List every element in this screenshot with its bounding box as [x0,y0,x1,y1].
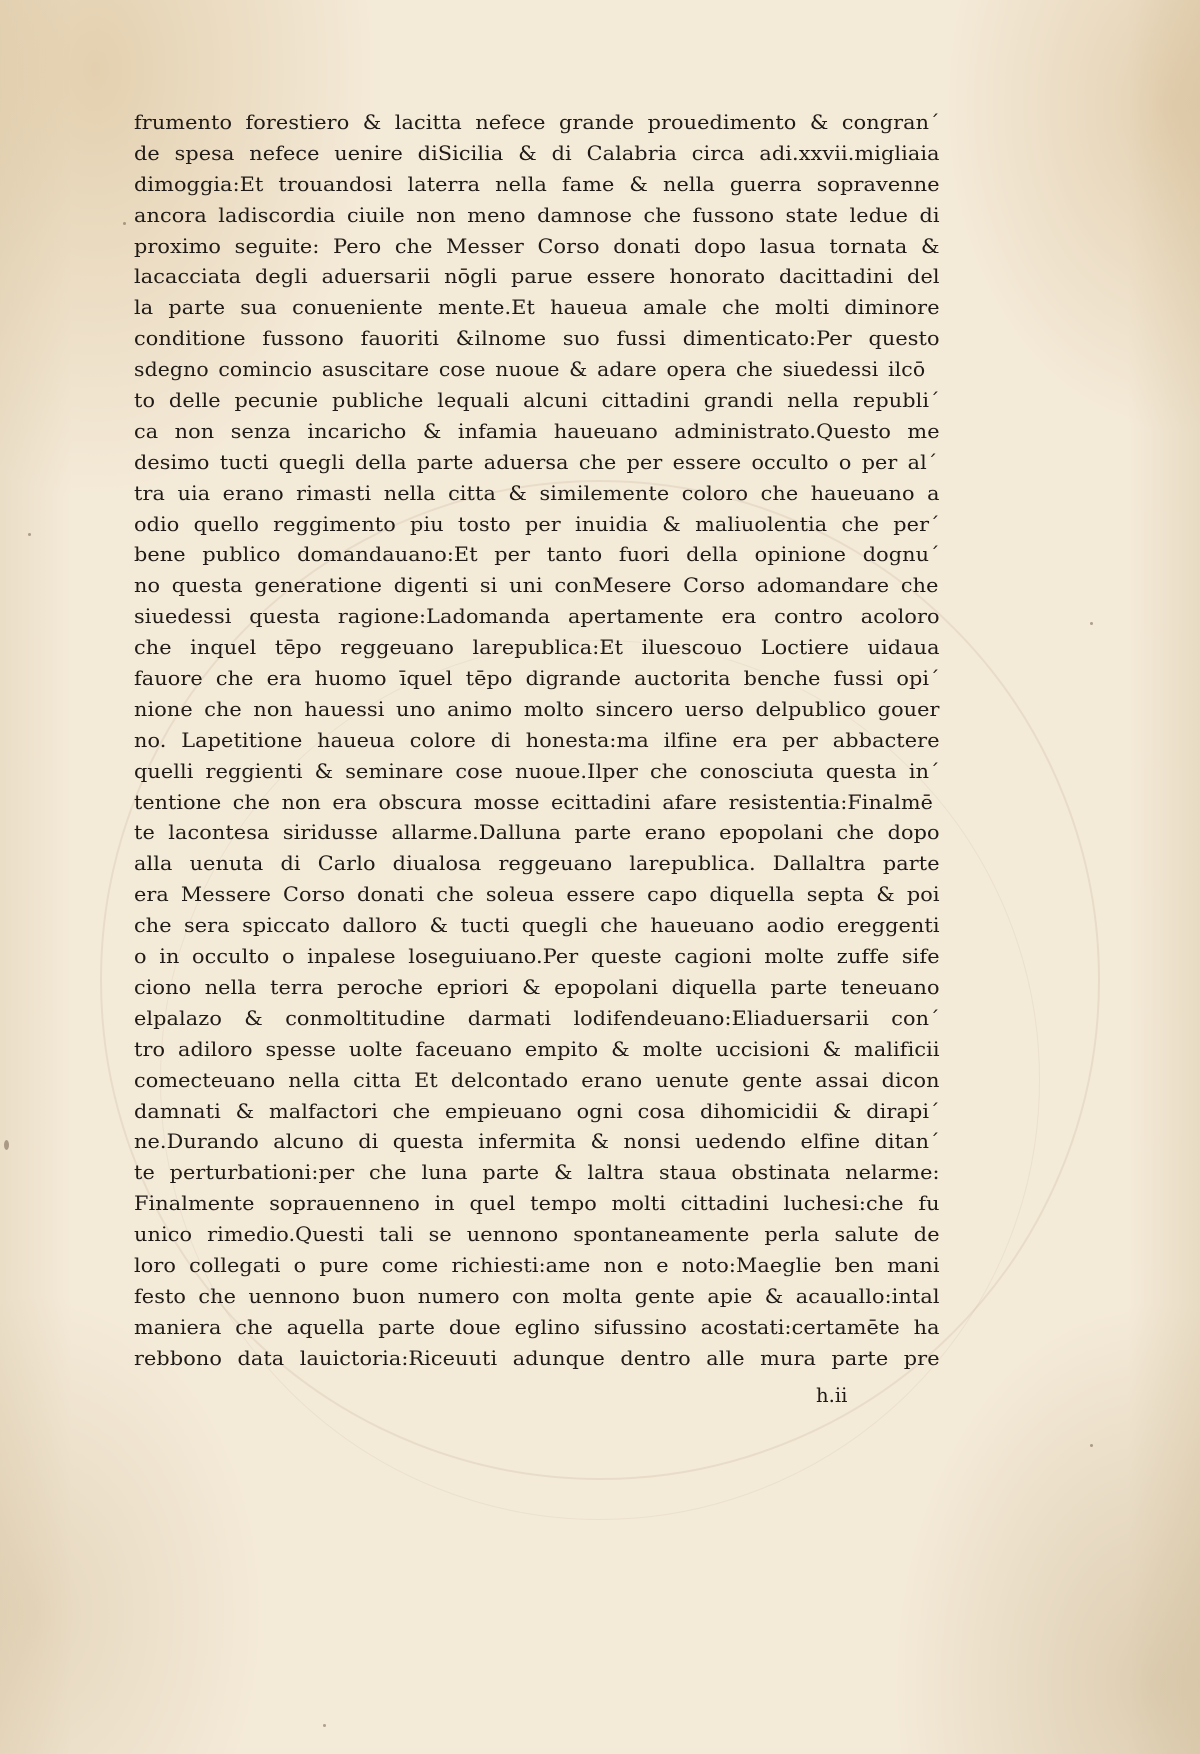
text-line: siuedessi questa ragione:Ladomanda apertamente era contro acoloro [134,605,940,629]
paper-speck [123,222,126,225]
text-line: festo che uennono buon numero con molta gente apie & acauallo:intal [134,1284,940,1308]
text-line: tro adiloro spesse uolte faceuano empito & molte uccisioni & malificii [134,1037,940,1061]
text-line: elpalazo & conmoltitudine darmati lodifendeuano:Eliaduersarii con´ [134,1006,940,1030]
text-line: bene publico domandauano:Et per tanto fuori della opinione dognu´ [134,543,940,567]
text-line: desimo tucti quegli della parte aduersa che per essere occulto o per al´ [134,450,938,474]
paper-speck [28,533,31,536]
text-line: la parte sua conueniente mente.Et haueua amale che molti diminore [134,296,940,320]
body-text [134,108,940,1375]
text-line: fauore che era huomo īquel tēpo digrande auctorita benche fussi opi´ [134,667,940,691]
text-line: sdegno comincio asuscitare cose nuoue & adare opera che siuedessi ilcō [134,358,926,382]
text-line: de spesa nefece uenire diSicilia & di Calabria circa adi.xxvii.migliaia [134,141,940,165]
text-line: maniera che aquella parte doue eglino sifussino acostati:certamēte ha [134,1315,940,1339]
text-line: ne.Durando alcuno di questa infermita & nonsi uedendo elfine ditan´ [134,1130,940,1154]
text-line: ca non senza incaricho & infamia haueuano administrato.Questo me [134,419,940,443]
text-line: alla uenuta di Carlo diualosa reggeuano larepublica. Dallaltra parte [134,852,940,876]
text-line: te perturbationi:per che luna parte & laltra staua obstinata nelarme: [134,1161,940,1185]
text-line: tentione che non era obscura mosse ecittadini afare resistentia:Finalmē [134,790,933,814]
text-line: Finalmente soprauenneno in quel tempo molti cittadini luchesi:che fu [134,1192,940,1216]
text-line: o in occulto o inpalese loseguiuano.Per queste cagioni molte zuffe sife [134,945,940,969]
text-line: loro collegati o pure come richiesti:ame non e noto:Maeglie ben mani [134,1253,940,1277]
text-line: unico rimedio.Questi tali se uennono spontaneamente perla salute de [134,1223,940,1247]
text-line: lacacciata degli aduersarii nōgli parue essere honorato dacittadini del [134,265,940,289]
text-line: no questa generatione digenti si uni conMesere Corso adomandare che [134,574,939,598]
text-line: to delle pecunie publiche lequali alcuni cittadini grandi nella republi´ [134,389,940,413]
paper-speck [4,1140,9,1150]
text-line: che inquel tēpo reggeuano larepublica:Et iluescouo Loctiere uidaua [134,636,940,660]
paper-speck [323,1724,326,1727]
text-line: comecteuano nella citta Et delcontado erano uenute gente assai dicon [134,1068,940,1092]
text-line: dimoggia:Et trouandosi laterra nella fame & nella guerra sopravenne [134,172,940,196]
text-line: te lacontesa siridusse allarme.Dalluna parte erano epopolani che dopo [134,821,940,845]
text-line: rebbono data lauictoria:Riceuuti adunque dentro alle mura parte pre [134,1346,940,1370]
text-line: quelli reggienti & seminare cose nuoue.Ilper che conosciuta questa in´ [134,759,940,783]
text-line: proximo seguite: Pero che Messer Corso donati dopo lasua tornata & [134,234,940,258]
text-line: frumento forestiero & lacitta nefece grande prouedimento & congran´ [134,111,940,134]
text-line: nione che non hauessi uno animo molto sincero uerso delpublico gouer [134,697,940,721]
text-line: che sera spiccato dalloro & tucti quegli che haueuano aodio ereggenti [134,914,940,938]
text-line: damnati & malfactori che empieuano ogni cosa dihomicidii & dirapi´ [134,1099,940,1123]
text-line: ciono nella terra peroche epriori & epopolani diquella parte teneuano [134,975,940,999]
text-line: conditione fussono fauoriti &ilnome suo fussi dimenticato:Per questo [134,327,940,351]
text-line: era Messere Corso donati che soleua essere capo diquella septa & poi [134,883,940,907]
text-line: odio quello reggimento piu tosto per inuidia & maliuolentia che per´ [134,512,940,536]
signature-mark: h.ii [816,1384,848,1407]
text-line: tra uia erano rimasti nella citta & similemente coloro che haueuano a [134,481,940,505]
text-line: no. Lapetitione haueua colore di honesta:ma ilfine era per abbactere [134,728,940,752]
text-line: ancora ladiscordia ciuile non meno damnose che fussono state ledue di [134,203,940,227]
paper-speck [1090,622,1093,625]
paper-speck [1090,1444,1093,1447]
